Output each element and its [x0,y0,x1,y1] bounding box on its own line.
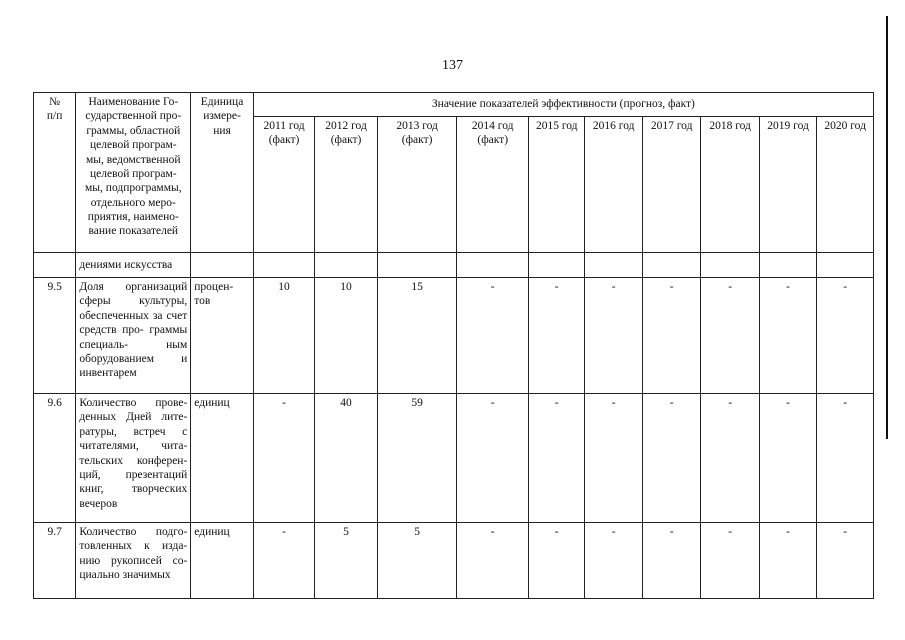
row-value: - [759,394,816,523]
row-value: - [253,523,315,599]
header-name: Наименование Го- сударственной про- граммы, областной целевой програм- мы, ведомственной целевой програм- мы, подпрограммы, отдельного меро- приятия, наимено- вание показателей [76,93,191,253]
indicators-table [33,92,874,599]
row-value: - [457,278,529,394]
row-value: 5 [377,523,457,599]
row-value: - [759,523,816,599]
page-edge-line [886,16,888,439]
table-row [34,394,874,523]
header-year: 2018 год [701,117,759,253]
table-row [34,523,874,599]
row-value: - [529,523,585,599]
row-value: - [642,394,700,523]
row-name: Доля организаций сферы культуры, обеспеченных за счет средств про- граммы специаль- ным оборудованием и инвентарем [76,278,191,394]
continuation-name: дениями искусства [76,253,191,278]
row-value: - [701,523,759,599]
header-unit: Единица измере- ния [191,93,254,253]
row-name: Количество подго- товленных к изда- нию рукописей со- циально значимых [76,523,191,599]
row-value: - [585,278,642,394]
row-value: - [585,394,642,523]
row-value: - [529,278,585,394]
row-unit: единиц [191,394,254,523]
row-value: 5 [315,523,378,599]
continuation-row [34,253,874,278]
row-unit: процен- тов [191,278,254,394]
header-year: 2015 год [529,117,585,253]
row-value: 15 [377,278,457,394]
row-value: - [529,394,585,523]
row-value: - [642,278,700,394]
header-num: № п/п [34,93,76,253]
row-value: - [701,278,759,394]
row-value: - [817,278,874,394]
row-num: 9.5 [34,278,76,394]
row-value: 10 [315,278,378,394]
row-num: 9.6 [34,394,76,523]
continuation-num [34,253,76,278]
row-value: - [457,394,529,523]
row-value: - [642,523,700,599]
row-value: 59 [377,394,457,523]
header-year: 2012 год (факт) [315,117,378,253]
row-value: 10 [253,278,315,394]
row-num: 9.7 [34,523,76,599]
row-value: - [817,394,874,523]
header-year: 2017 год [642,117,700,253]
header-year: 2014 год (факт) [457,117,529,253]
header-year: 2011 год (факт) [253,117,315,253]
row-unit: единиц [191,523,254,599]
header-year: 2013 год (факт) [377,117,457,253]
page-number: 137 [442,58,463,73]
header-group: Значение показателей эффективности (прогноз, факт) [253,93,873,117]
header-year: 2019 год [759,117,816,253]
row-value: - [253,394,315,523]
row-value: - [759,278,816,394]
row-value: - [817,523,874,599]
row-name: Количество прове- денных Дней лите- ратуры, встреч с читателями, чита- тельских конферен- ций, презентаций книг, творческих вечеров [76,394,191,523]
header-year: 2020 год [817,117,874,253]
header-year: 2016 год [585,117,642,253]
table-row [34,278,874,394]
row-value: - [585,523,642,599]
row-value: - [457,523,529,599]
row-value: 40 [315,394,378,523]
row-value: - [701,394,759,523]
header-row-1 [34,93,874,117]
